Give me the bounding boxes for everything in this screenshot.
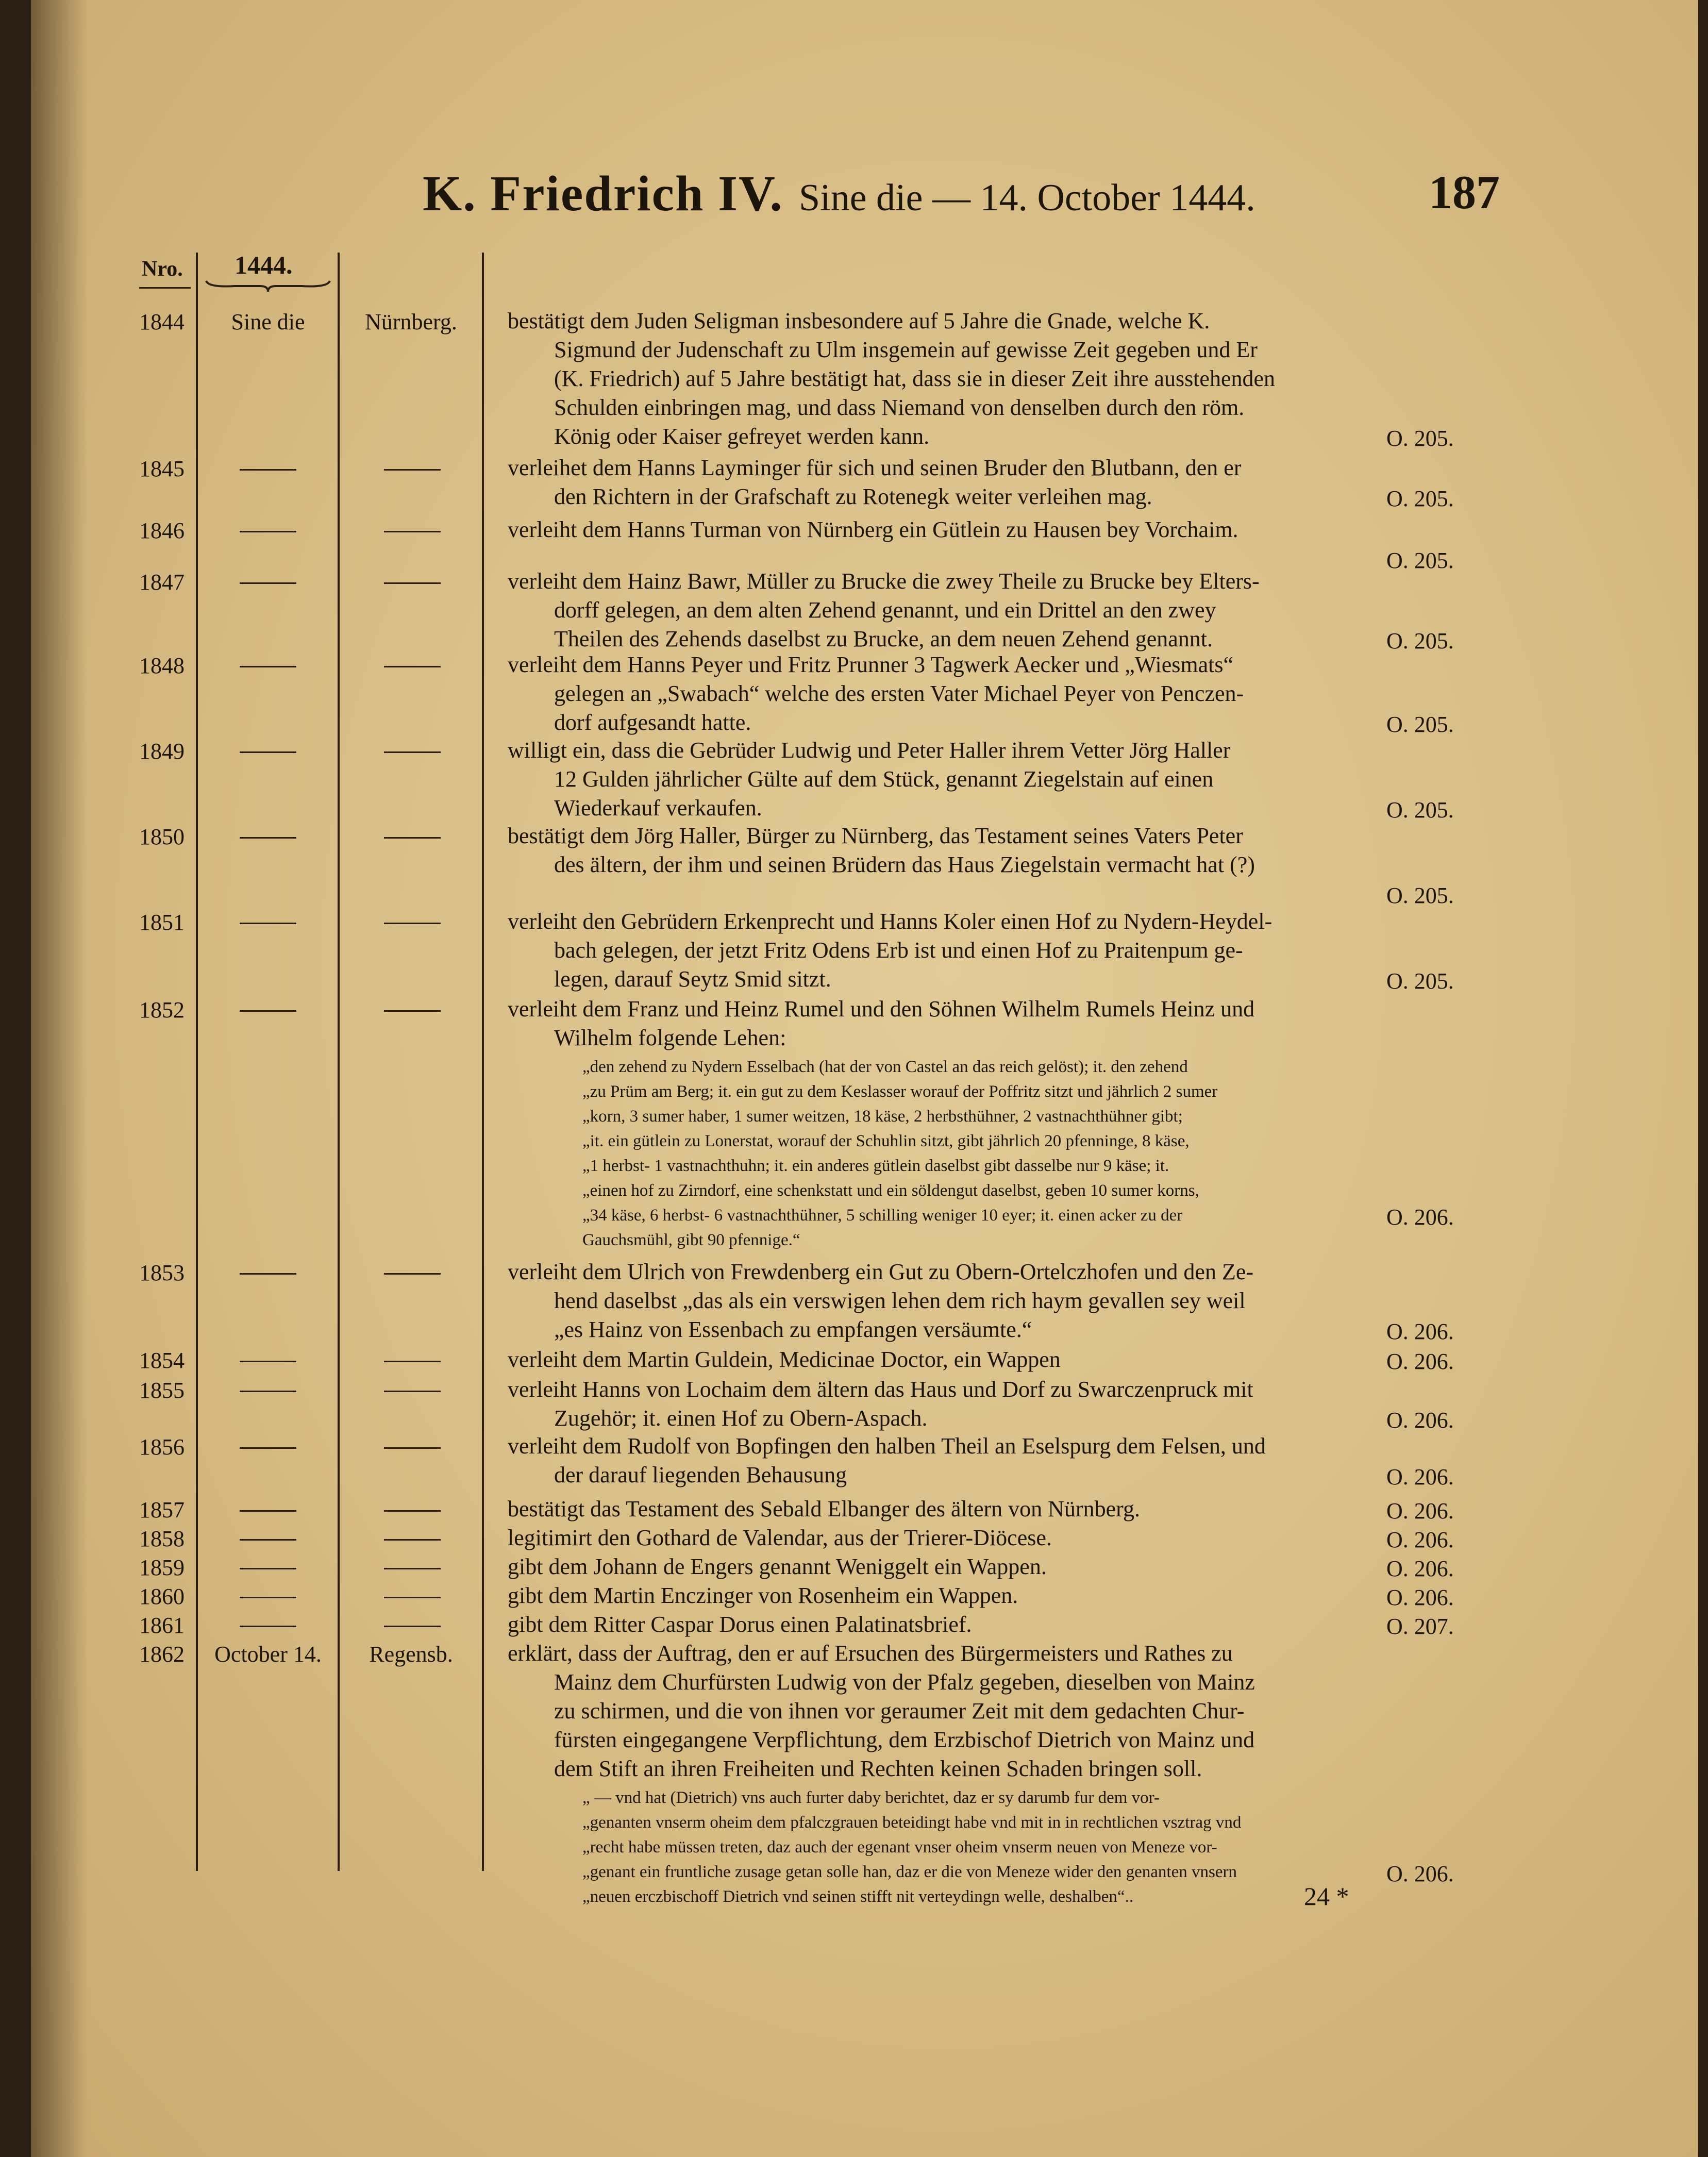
ditto-date-dash: [240, 1273, 296, 1275]
ditto-date-dash: [240, 1361, 296, 1362]
entry-text-line: verleiht dem Franz und Heinz Rumel und den Söhnen Wilhelm Rumels Heinz und: [508, 996, 1255, 1022]
entry-text-line: gelegen an „Swabach“ welche des ersten Vater Michael Peyer von Penczen-: [554, 681, 1244, 706]
entry-number: 1852: [139, 997, 185, 1023]
entry-reference: O. 205.: [1386, 883, 1454, 908]
ditto-date-dash: [240, 751, 296, 753]
entry-text-line: Mainz dem Churfürsten Ludwig von der Pfalz gegeben, dieselben von Mainz: [554, 1669, 1255, 1695]
ditto-place-dash: [384, 1568, 441, 1569]
entry-text-line: bestätigt dem Juden Seligman insbesondere auf 5 Jahre die Gnade, welche K.: [508, 308, 1210, 333]
entry-text-line: erklärt, dass der Auftrag, den er auf Ersuchen des Bürgermeisters und Rathes zu: [508, 1641, 1233, 1666]
entry-reference: O. 206.: [1386, 1498, 1454, 1524]
entry-reference: O. 206.: [1386, 1319, 1454, 1344]
entry-reference: O. 206.: [1386, 1464, 1454, 1490]
ditto-date-dash: [240, 1597, 296, 1598]
quotation-line: „ — vnd hat (Dietrich) vns auch furter daby berichtet, daz er sy darumb fur dem vor-: [582, 1788, 1160, 1807]
entry-place: Nürnberg.: [365, 309, 457, 335]
entry-text-line: verleiht dem Rudolf von Bopfingen den halben Theil an Eselspurg dem Felsen, und: [508, 1433, 1266, 1459]
entry-reference: O. 206.: [1386, 1585, 1454, 1610]
entry-date: Sine die: [231, 309, 305, 335]
quotation-line: „einen hof zu Zirndorf, eine schenkstatt und ein söldengut daselbst, geben 10 sumer korns,: [582, 1181, 1199, 1200]
entry-text-line: verleiht Hanns von Lochaim dem ältern das Haus und Dorf zu Swarczenpruck mit: [508, 1377, 1253, 1402]
ditto-date-dash: [240, 1568, 296, 1569]
entry-text-line: Sigmund der Judenschaft zu Ulm insgemein auf gewisse Zeit gegeben und Er: [554, 337, 1258, 362]
ditto-date-dash: [240, 1391, 296, 1392]
entry-text-line: Wiederkauf verkaufen.: [554, 795, 762, 821]
entry-reference: O. 205.: [1386, 797, 1454, 823]
page-subtitle: Sine die — 14. October 1444.: [799, 177, 1255, 219]
entry-reference: O. 205.: [1386, 548, 1454, 573]
entry-number: 1859: [139, 1555, 185, 1580]
entry-reference: O. 205.: [1386, 486, 1454, 511]
ditto-date-dash: [240, 469, 296, 471]
entry-text-line: gibt dem Johann de Engers genannt Weniggelt ein Wappen.: [508, 1554, 1047, 1579]
entry-text-line: (K. Friedrich) auf 5 Jahre bestätigt hat, dass sie in dieser Zeit ihre ausstehenden: [554, 366, 1275, 391]
ditto-date-dash: [240, 1510, 296, 1512]
ditto-date-dash: [240, 1447, 296, 1449]
entry-number: 1845: [139, 456, 185, 481]
entry-text-line: dorff gelegen, an dem alten Zehend genannt, und ein Drittel an den zwey: [554, 597, 1216, 623]
ditto-place-dash: [384, 666, 441, 667]
ditto-date-dash: [240, 582, 296, 584]
entry-text-line: König oder Kaiser gefreyet werden kann.: [554, 424, 930, 449]
entry-number: 1853: [139, 1260, 185, 1285]
ditto-date-dash: [240, 1539, 296, 1541]
ditto-place-dash: [384, 751, 441, 753]
entry-text-line: willigt ein, dass die Gebrüder Ludwig und Peter Haller ihrem Vetter Jörg Haller: [508, 738, 1231, 763]
ditto-date-dash: [240, 923, 296, 924]
entry-text-line: bestätigt das Testament des Sebald Elbanger des ältern von Nürnberg.: [508, 1496, 1140, 1521]
entry-text-line: den Richtern in der Grafschaft zu Rotenegk weiter verleihen mag.: [554, 484, 1152, 509]
quotation-line: „recht habe müssen treten, daz auch der egenant vnser oheim vnserm neuen von Meneze vor-: [582, 1838, 1217, 1857]
ditto-place-dash: [384, 531, 441, 532]
entry-reference: O. 205.: [1386, 968, 1454, 994]
entry-text-line: verleihet dem Hanns Layminger für sich und seinen Bruder den Blutbann, den er: [508, 455, 1242, 480]
entry-text-line: 12 Gulden jährlicher Gülte auf dem Stück, genannt Ziegelstain auf einen: [554, 766, 1214, 792]
entry-text-line: verleiht dem Hanns Turman von Nürnberg ein Gütlein zu Hausen bey Vorchaim.: [508, 517, 1238, 542]
header-year: 1444.: [235, 250, 293, 279]
column-rule: [482, 253, 484, 1871]
entry-reference: O. 207.: [1386, 1614, 1454, 1639]
entry-text-line: verleiht dem Martin Guldein, Medicinae Doctor, ein Wappen: [508, 1347, 1061, 1372]
entry-text-line: verleiht dem Hainz Bawr, Müller zu Brucke die zwey Theile zu Brucke bey Elters-: [508, 568, 1260, 594]
quotation-line: „zu Prüm am Berg; it. ein gut zu dem Keslasser worauf der Poffritz sitzt und jährlich 2 sumer: [582, 1082, 1218, 1101]
ditto-place-dash: [384, 1391, 441, 1392]
entry-reference: O. 206.: [1386, 1527, 1454, 1552]
entry-text-line: legen, darauf Seytz Smid sitzt.: [554, 966, 831, 992]
page-title: K. Friedrich IV.: [423, 166, 783, 222]
entry-text-line: fürsten eingegangene Verpflichtung, dem Erzbischof Dietrich von Mainz und: [554, 1727, 1255, 1752]
page-number: 187: [1429, 166, 1500, 219]
ditto-place-dash: [384, 1273, 441, 1275]
entry-reference: O. 205.: [1386, 426, 1454, 451]
entry-number: 1848: [139, 653, 185, 678]
quotation-line: „korn, 3 sumer haber, 1 sumer weitzen, 18 käse, 2 herbsthühner, 2 vastnachthühner gibt;: [582, 1107, 1183, 1126]
entry-reference: O. 206.: [1386, 1205, 1454, 1230]
entry-text-line: legitimirt den Gothard de Valendar, aus der Trierer-Diöcese.: [508, 1525, 1052, 1550]
quotation-line: „it. ein gütlein zu Lonerstat, worauf der Schuhlin sitzt, gibt jährlich 20 pfenninge, 8 käse,: [582, 1132, 1190, 1150]
entry-text-line: Schulden einbringen mag, und dass Niemand von denselben durch den röm.: [554, 395, 1245, 420]
entry-number: 1858: [139, 1526, 185, 1551]
ditto-place-dash: [384, 582, 441, 584]
entry-number: 1846: [139, 518, 185, 543]
ditto-date-dash: [240, 1010, 296, 1012]
entry-text-line: verleiht dem Ulrich von Frewdenberg ein Gut zu Obern-Ortelczhofen und den Ze-: [508, 1259, 1254, 1284]
entry-text-line: „es Hainz von Essenbach zu empfangen versäumte.“: [554, 1317, 1032, 1342]
ditto-place-dash: [384, 1539, 441, 1541]
entry-text-line: gibt dem Martin Enczinger von Rosenheim ein Wappen.: [508, 1583, 1018, 1608]
ditto-date-dash: [240, 1626, 296, 1627]
quotation-line: „genanten vnserm oheim dem pfalczgrauen beteidingt habe vnd mit in in rechtlichen vsztrag vnd: [582, 1813, 1242, 1832]
column-rule: [196, 253, 198, 1871]
ditto-place-dash: [384, 1597, 441, 1598]
entry-number: 1861: [139, 1613, 185, 1638]
entry-reference: O. 205.: [1386, 712, 1454, 737]
year-brace: [204, 278, 332, 294]
entry-number: 1862: [139, 1642, 185, 1667]
document-page: [31, 0, 1698, 2157]
entry-number: 1854: [139, 1348, 185, 1373]
entry-number: 1851: [139, 910, 185, 935]
quotation-line: „34 käse, 6 herbst- 6 vastnachthühner, 5 schilling weniger 10 eyer; it. einen acker zu der: [582, 1206, 1183, 1225]
entry-text-line: der darauf liegenden Behausung: [554, 1462, 847, 1487]
ditto-place-dash: [384, 1626, 441, 1627]
entry-text-line: verleiht den Gebrüdern Erkenprecht und Hanns Koler einen Hof zu Nydern-Heydel-: [508, 909, 1272, 934]
entry-text-line: Theilen des Zehends daselbst zu Brucke, an dem neuen Zehend genannt.: [554, 626, 1213, 651]
quotation-line: „1 herbst- 1 vastnachthuhn; it. ein anderes gütlein daselbst gibt dasselbe nur 9 käse; it.: [582, 1157, 1169, 1175]
entry-text-line: gibt dem Ritter Caspar Dorus einen Palatinatsbrief.: [508, 1612, 972, 1637]
header-nro: Nro.: [142, 257, 183, 281]
entry-text-line: bach gelegen, der jetzt Fritz Odens Erb ist und einen Hof zu Praitenpum ge-: [554, 938, 1243, 963]
quotation-line: Gauchsmühl, gibt 90 pfennige.“: [582, 1231, 800, 1249]
entry-number: 1847: [139, 570, 185, 595]
quotation-line: „den zehend zu Nydern Esselbach (hat der von Castel an das reich gelöst); it. den zehend: [582, 1058, 1188, 1076]
ditto-place-dash: [384, 1361, 441, 1362]
ditto-place-dash: [384, 923, 441, 924]
entry-number: 1844: [139, 309, 185, 335]
quotation-line: „neuen erczbischoff Dietrich vnd seinen stifft nit verteydingn welle, deshalben“..: [582, 1887, 1134, 1906]
register-table: [31, 0, 1698, 2157]
quotation-line: „genant ein fruntliche zusage getan solle han, daz er die von Meneze wider den genanten vnsern: [582, 1863, 1237, 1881]
entry-text-line: bestätigt dem Jörg Haller, Bürger zu Nürnberg, das Testament seines Vaters Peter: [508, 823, 1243, 848]
entry-text-line: zu schirmen, und die von ihnen vor geraumer Zeit mit dem gedachten Chur-: [554, 1698, 1245, 1724]
entry-text-line: Zugehör; it. einen Hof zu Obern-Aspach.: [554, 1406, 928, 1431]
ditto-date-dash: [240, 837, 296, 839]
entry-number: 1855: [139, 1378, 185, 1403]
ditto-place-dash: [384, 1510, 441, 1512]
ditto-date-dash: [240, 666, 296, 667]
signature-mark: 24 *: [1304, 1882, 1349, 1911]
entry-reference: O. 206.: [1386, 1556, 1454, 1581]
entry-reference: O. 206.: [1386, 1349, 1454, 1374]
entry-text-line: Wilhelm folgende Lehen:: [554, 1025, 786, 1050]
entry-reference: O. 206.: [1386, 1861, 1454, 1886]
column-rule: [338, 253, 340, 1871]
ditto-place-dash: [384, 837, 441, 839]
entry-number: 1850: [139, 824, 185, 849]
header-rule: [139, 287, 191, 289]
entry-date: October 14.: [214, 1642, 322, 1667]
entry-number: 1849: [139, 739, 185, 764]
ditto-place-dash: [384, 1010, 441, 1012]
entry-number: 1857: [139, 1497, 185, 1523]
ditto-date-dash: [240, 531, 296, 532]
entry-number: 1860: [139, 1584, 185, 1609]
entry-text-line: dem Stift an ihren Freiheiten und Rechten keinen Schaden bringen soll.: [554, 1756, 1202, 1781]
ditto-place-dash: [384, 1447, 441, 1449]
entry-reference: O. 206.: [1386, 1408, 1454, 1433]
ditto-place-dash: [384, 469, 441, 471]
entry-text-line: verleiht dem Hanns Peyer und Fritz Prunner 3 Tagwerk Aecker und „Wiesmats“: [508, 652, 1234, 677]
entry-place: Regensb.: [369, 1642, 453, 1667]
entry-reference: O. 205.: [1386, 628, 1454, 654]
entry-number: 1856: [139, 1434, 185, 1460]
entry-text-line: hend daselbst „das als ein verswigen lehen dem rich haym gevallen sey weil: [554, 1288, 1246, 1313]
entry-text-line: des ältern, der ihm und seinen Brüdern das Haus Ziegelstain vermacht hat (?): [554, 852, 1255, 877]
entry-text-line: dorf aufgesandt hatte.: [554, 710, 751, 735]
